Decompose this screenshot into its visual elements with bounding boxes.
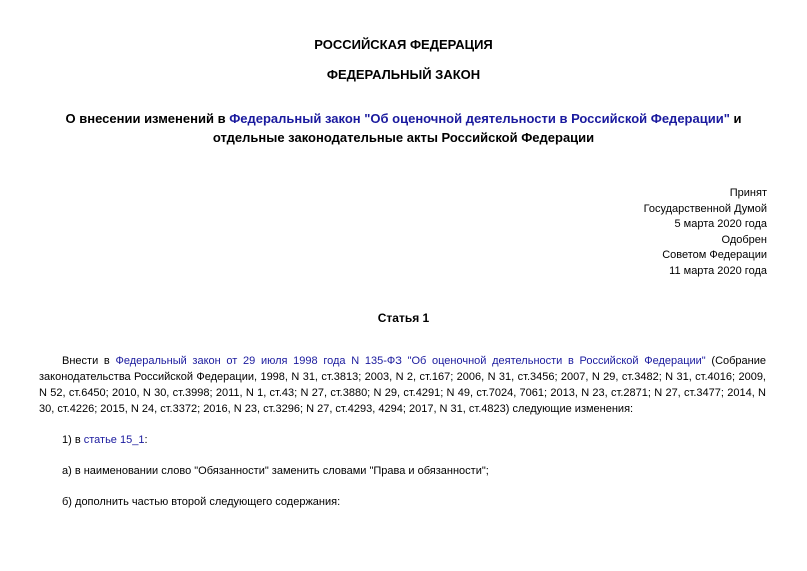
- adoption-line: 5 марта 2020 года: [674, 218, 767, 231]
- item-1-suffix: :: [144, 434, 148, 446]
- intro-suffix: (Собрание законодательства Российской Федерации, 1998, N 31, ст.3813; 2003, N 2, ст.167; 2006, N 31, ст.3456; 2007, N 29, ст.3482; N 31, ст.4016; 2009, N 52, ст.6450; 2010, N 30, ст.3998; 2011, N 1, ст.43; N 27, ст.3880; N 29, ст.4291; N 49, ст.7024, 7061; 2013, N 23, ст.2871; N 27, ст.3477; 2014, N 30, ст.4226; 2015, N 24, ст.3372; 2016, N 23, ст.3296; N 27, ст.4293, 4294; 2017, N 31, ст.4823) следующие изменения:: [39, 355, 767, 415]
- article-heading: Статья 1: [377, 311, 430, 325]
- adoption-line: Государственной Думой: [643, 202, 767, 215]
- document-type-heading: ФЕДЕРАЛЬНЫЙ ЗАКОН: [326, 67, 481, 82]
- item-1-paragraph: [39, 432, 766, 448]
- law-title: [40, 109, 767, 147]
- article-intro-paragraph: [39, 353, 766, 417]
- title-suffix: и отдельные законодательные акты Российской Федерации: [212, 111, 742, 145]
- adoption-line: Одобрен: [721, 233, 767, 246]
- intro-prefix: Внести в: [62, 355, 116, 367]
- item-b-paragraph: б) дополнить частью второй следующего содержания:: [62, 496, 341, 508]
- item-1-prefix: 1) в: [62, 434, 84, 446]
- article-15-1-link[interactable]: статье 15_1: [83, 434, 145, 446]
- adoption-line: 11 марта 2020 года: [669, 264, 767, 277]
- title-law-link[interactable]: Федеральный закон "Об оценочной деятельности в Российской Федерации": [229, 111, 730, 126]
- adoption-line: Принят: [729, 187, 767, 199]
- adoption-line: Советом Федерации: [662, 249, 767, 262]
- item-a-paragraph: а) в наименовании слово "Обязанности" заменить словами "Права и обязанности";: [62, 465, 489, 477]
- intro-law-link[interactable]: Федеральный закон от 29 июля 1998 года N 135-ФЗ "Об оценочной деятельности в Российской Федерации": [115, 355, 706, 367]
- title-prefix: О внесении изменений в: [65, 111, 230, 126]
- adoption-block: [644, 186, 767, 280]
- country-heading: РОССИЙСКАЯ ФЕДЕРАЦИЯ: [314, 37, 493, 52]
